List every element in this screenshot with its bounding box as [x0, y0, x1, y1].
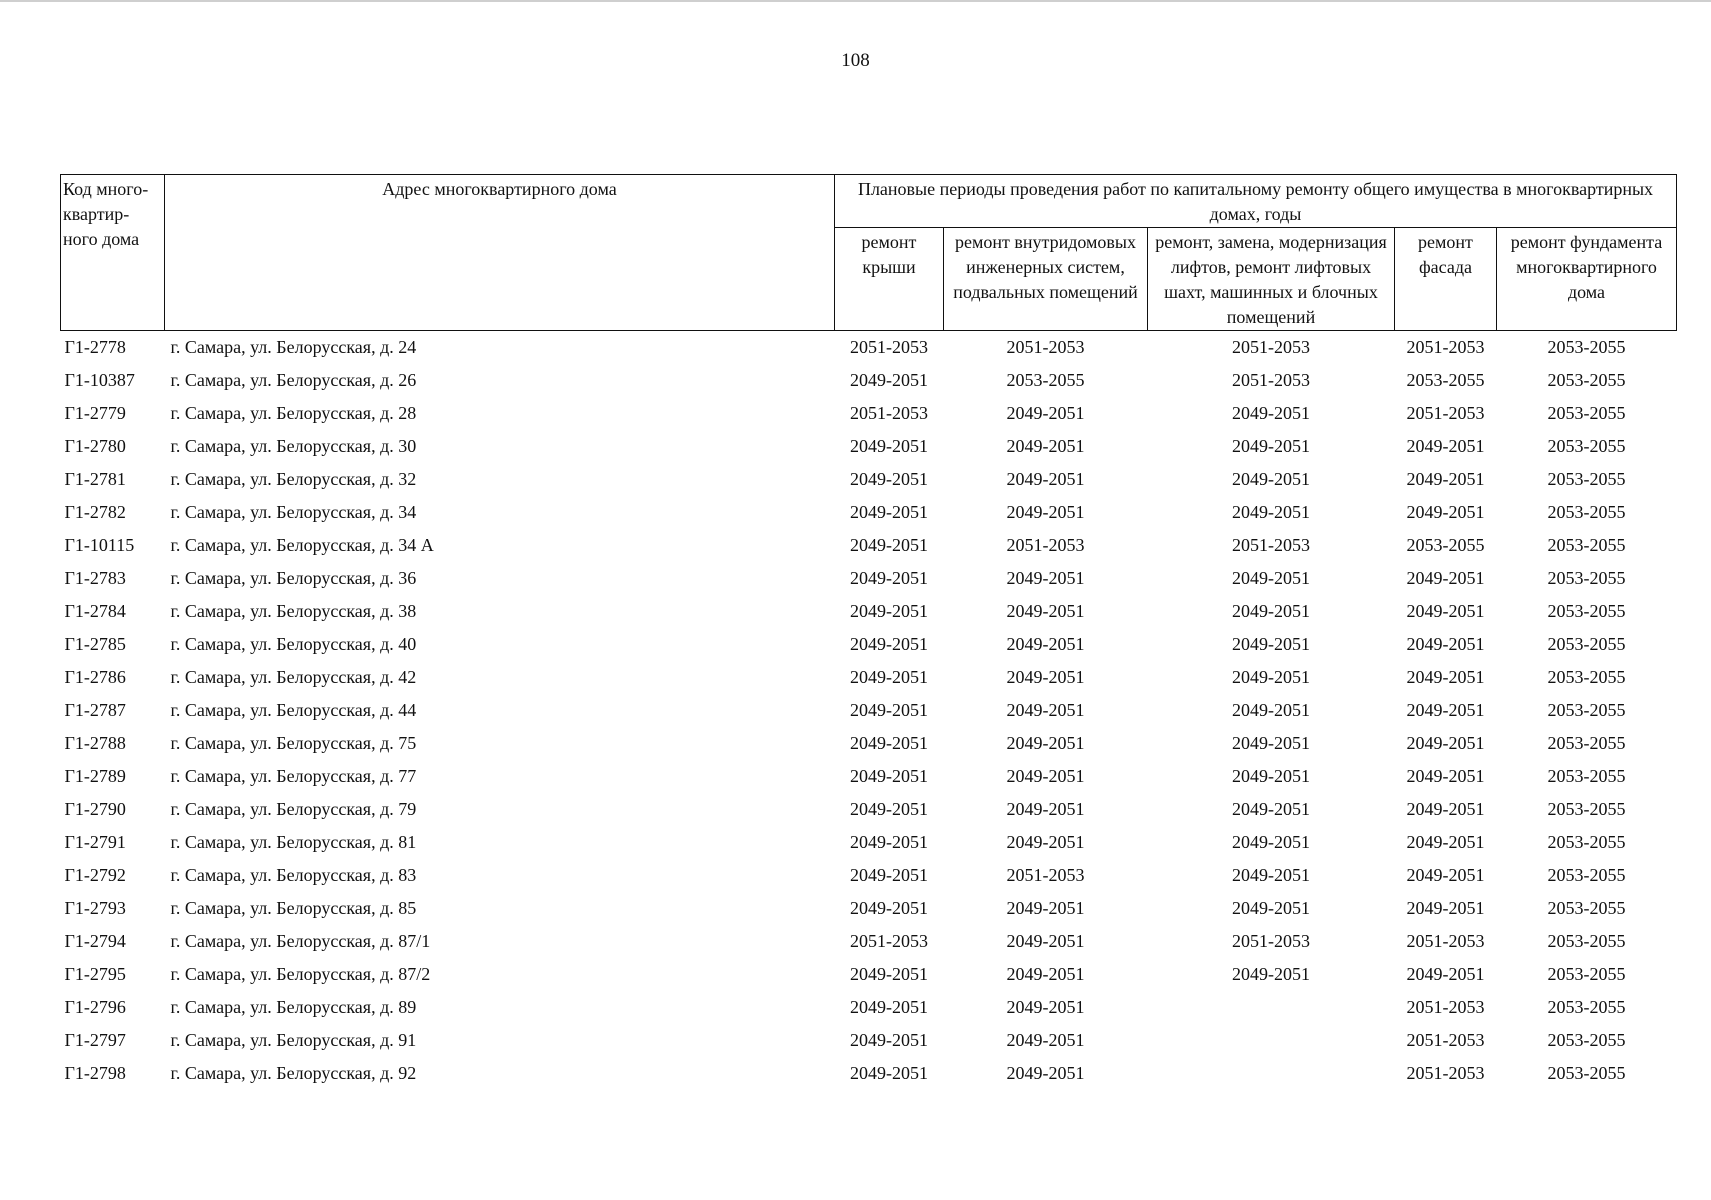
cell-roof-period: 2051-2053	[850, 403, 928, 423]
cell-code: Г1-2779	[64, 403, 126, 423]
scan-top-edge	[0, 0, 1711, 2]
header-periods: Плановые периоды проведения работ по капитальному ремонту общего имущества в многоквартирных домах, годы	[835, 175, 1677, 228]
cell-roof-period: 2049-2051	[850, 568, 928, 588]
cell-code: Г1-2789	[64, 766, 126, 786]
cell-code: Г1-10115	[64, 535, 135, 555]
cell-roof-period: 2049-2051	[850, 1063, 928, 1083]
cell-roof-period: 2049-2051	[850, 733, 928, 753]
cell-roof-period: 2049-2051	[850, 898, 928, 918]
cell-foundation-period: 2053-2055	[1547, 898, 1626, 918]
cell-address: г. Самара, ул. Белорусская, д. 32	[170, 469, 417, 489]
cell-address: г. Самара, ул. Белорусская, д. 89	[170, 997, 417, 1017]
table-row	[61, 694, 1677, 727]
cell-systems-period: 2051-2053	[1006, 337, 1085, 357]
cell-address: г. Самара, ул. Белорусская, д. 83	[170, 865, 417, 885]
cell-systems-period: 2049-2051	[1006, 436, 1085, 456]
table-row	[61, 925, 1677, 958]
cell-foundation-period: 2053-2055	[1547, 799, 1626, 819]
cell-address: г. Самара, ул. Белорусская, д. 87/2	[170, 964, 431, 984]
cell-code: Г1-2797	[64, 1030, 126, 1050]
header-roof: ремонт крыши	[835, 228, 944, 331]
cell-systems-period: 2049-2051	[1006, 997, 1085, 1017]
table-body	[61, 331, 1677, 1091]
cell-foundation-period: 2053-2055	[1547, 370, 1626, 390]
cell-roof-period: 2049-2051	[850, 766, 928, 786]
cell-roof-period: 2051-2053	[850, 931, 928, 951]
cell-address: г. Самара, ул. Белорусская, д. 81	[170, 832, 417, 852]
cell-facade-period: 2049-2051	[1406, 667, 1485, 687]
table-row	[61, 529, 1677, 562]
cell-address: г. Самара, ул. Белорусская, д. 75	[170, 733, 417, 753]
cell-lifts-period: 2049-2051	[1232, 799, 1310, 819]
cell-code: Г1-2782	[64, 502, 126, 522]
cell-roof-period: 2049-2051	[850, 1030, 928, 1050]
cell-facade-period: 2049-2051	[1406, 700, 1485, 720]
cell-address: г. Самара, ул. Белорусская, д. 30	[170, 436, 417, 456]
cell-foundation-period: 2053-2055	[1547, 766, 1626, 786]
cell-foundation-period: 2053-2055	[1547, 535, 1626, 555]
cell-code: Г1-2785	[64, 634, 126, 654]
cell-foundation-period: 2053-2055	[1547, 997, 1626, 1017]
cell-systems-period: 2049-2051	[1006, 667, 1085, 687]
cell-address: г. Самара, ул. Белорусская, д. 92	[170, 1063, 417, 1083]
table-row	[61, 496, 1677, 529]
table-row	[61, 430, 1677, 463]
cell-address: г. Самара, ул. Белорусская, д. 42	[170, 667, 417, 687]
table-row	[61, 727, 1677, 760]
cell-systems-period: 2049-2051	[1006, 1063, 1085, 1083]
cell-roof-period: 2049-2051	[850, 535, 928, 555]
cell-foundation-period: 2053-2055	[1547, 1063, 1626, 1083]
cell-systems-period: 2049-2051	[1006, 832, 1085, 852]
cell-facade-period: 2053-2055	[1406, 535, 1485, 555]
cell-lifts-period: 2049-2051	[1232, 403, 1310, 423]
cell-code: Г1-2781	[64, 469, 126, 489]
cell-facade-period: 2049-2051	[1406, 865, 1485, 885]
cell-code: Г1-2792	[64, 865, 126, 885]
cell-roof-period: 2051-2053	[850, 337, 928, 357]
header-code: Код много-квартир-ного дома	[61, 175, 165, 331]
table-row	[61, 1024, 1677, 1057]
cell-foundation-period: 2053-2055	[1547, 601, 1626, 621]
cell-systems-period: 2051-2053	[1006, 865, 1085, 885]
table-row	[61, 661, 1677, 694]
cell-address: г. Самара, ул. Белорусская, д. 91	[170, 1030, 417, 1050]
header-address: Адрес многоквартирного дома	[165, 175, 835, 331]
cell-roof-period: 2049-2051	[850, 865, 928, 885]
repair-schedule-table	[60, 174, 1677, 1090]
cell-lifts-period: 2049-2051	[1232, 502, 1310, 522]
cell-facade-period: 2049-2051	[1406, 469, 1485, 489]
cell-lifts-period: 2049-2051	[1232, 865, 1310, 885]
cell-foundation-period: 2053-2055	[1547, 403, 1626, 423]
cell-systems-period: 2049-2051	[1006, 898, 1085, 918]
cell-systems-period: 2049-2051	[1006, 1030, 1085, 1050]
cell-facade-period: 2049-2051	[1406, 568, 1485, 588]
cell-address: г. Самара, ул. Белорусская, д. 36	[170, 568, 417, 588]
cell-facade-period: 2049-2051	[1406, 634, 1485, 654]
cell-facade-period: 2051-2053	[1406, 997, 1485, 1017]
cell-foundation-period: 2053-2055	[1547, 700, 1626, 720]
table-row	[61, 463, 1677, 496]
table-row	[61, 628, 1677, 661]
cell-foundation-period: 2053-2055	[1547, 634, 1626, 654]
cell-systems-period: 2049-2051	[1006, 700, 1085, 720]
table-row	[61, 991, 1677, 1024]
cell-lifts-period: 2049-2051	[1232, 700, 1310, 720]
cell-facade-period: 2049-2051	[1406, 964, 1485, 984]
cell-lifts-period: 2049-2051	[1232, 667, 1310, 687]
cell-systems-period: 2049-2051	[1006, 766, 1085, 786]
cell-foundation-period: 2053-2055	[1547, 667, 1626, 687]
cell-roof-period: 2049-2051	[850, 436, 928, 456]
cell-systems-period: 2049-2051	[1006, 931, 1085, 951]
cell-address: г. Самара, ул. Белорусская, д. 79	[170, 799, 417, 819]
cell-facade-period: 2053-2055	[1406, 370, 1485, 390]
cell-address: г. Самара, ул. Белорусская, д. 34	[170, 502, 417, 522]
table-header	[61, 175, 1677, 331]
cell-facade-period: 2049-2051	[1406, 898, 1485, 918]
cell-code: Г1-2790	[64, 799, 126, 819]
cell-facade-period: 2051-2053	[1406, 403, 1485, 423]
cell-facade-period: 2049-2051	[1406, 436, 1485, 456]
cell-roof-period: 2049-2051	[850, 997, 928, 1017]
cell-foundation-period: 2053-2055	[1547, 436, 1626, 456]
cell-roof-period: 2049-2051	[850, 700, 928, 720]
cell-address: г. Самара, ул. Белорусская, д. 24	[170, 337, 417, 357]
page-number: 108	[841, 50, 870, 71]
cell-facade-period: 2049-2051	[1406, 502, 1485, 522]
cell-roof-period: 2049-2051	[850, 469, 928, 489]
cell-lifts-period	[1148, 1024, 1395, 1057]
cell-roof-period: 2049-2051	[850, 601, 928, 621]
cell-address: г. Самара, ул. Белорусская, д. 28	[170, 403, 417, 423]
cell-foundation-period: 2053-2055	[1547, 931, 1626, 951]
header-systems: ремонт внутридомовых инженерных систем, подвальных помещений	[944, 228, 1148, 331]
cell-facade-period: 2049-2051	[1406, 832, 1485, 852]
cell-systems-period: 2049-2051	[1006, 601, 1085, 621]
cell-code: Г1-2787	[64, 700, 126, 720]
cell-foundation-period: 2053-2055	[1547, 865, 1626, 885]
cell-facade-period: 2049-2051	[1406, 733, 1485, 753]
cell-foundation-period: 2053-2055	[1547, 832, 1626, 852]
cell-code: Г1-2778	[64, 337, 126, 357]
header-lifts: ремонт, замена, модернизация лифтов, ремонт лифтовых шахт, машинных и блочных помещений	[1148, 228, 1395, 331]
cell-systems-period: 2049-2051	[1006, 634, 1085, 654]
cell-code: Г1-2796	[64, 997, 126, 1017]
cell-code: Г1-2798	[64, 1063, 126, 1083]
table-row	[61, 760, 1677, 793]
cell-systems-period: 2049-2051	[1006, 799, 1085, 819]
cell-code: Г1-10387	[64, 370, 135, 390]
cell-systems-period: 2049-2051	[1006, 568, 1085, 588]
cell-lifts-period: 2051-2053	[1232, 535, 1310, 555]
table-row	[61, 958, 1677, 991]
cell-code: Г1-2788	[64, 733, 126, 753]
cell-address: г. Самара, ул. Белорусская, д. 44	[170, 700, 417, 720]
cell-code: Г1-2784	[64, 601, 126, 621]
cell-systems-period: 2053-2055	[1006, 370, 1085, 390]
cell-code: Г1-2786	[64, 667, 126, 687]
cell-lifts-period: 2051-2053	[1232, 931, 1310, 951]
cell-foundation-period: 2053-2055	[1547, 964, 1626, 984]
cell-lifts-period	[1148, 1057, 1395, 1090]
cell-lifts-period	[1148, 991, 1395, 1024]
cell-systems-period: 2051-2053	[1006, 535, 1085, 555]
cell-code: Г1-2795	[64, 964, 126, 984]
table-row	[61, 364, 1677, 397]
table-row	[61, 331, 1677, 365]
cell-foundation-period: 2053-2055	[1547, 1030, 1626, 1050]
cell-code: Г1-2793	[64, 898, 126, 918]
cell-facade-period: 2051-2053	[1406, 1063, 1485, 1083]
cell-lifts-period: 2051-2053	[1232, 370, 1310, 390]
cell-systems-period: 2049-2051	[1006, 964, 1085, 984]
cell-address: г. Самара, ул. Белорусская, д. 77	[170, 766, 417, 786]
table-row	[61, 1057, 1677, 1090]
cell-roof-period: 2049-2051	[850, 799, 928, 819]
cell-address: г. Самара, ул. Белорусская, д. 38	[170, 601, 417, 621]
cell-foundation-period: 2053-2055	[1547, 568, 1626, 588]
cell-address: г. Самара, ул. Белорусская, д. 40	[170, 634, 417, 654]
cell-roof-period: 2049-2051	[850, 832, 928, 852]
cell-facade-period: 2051-2053	[1406, 337, 1485, 357]
cell-code: Г1-2780	[64, 436, 126, 456]
header-facade: ремонт фасада	[1395, 228, 1497, 331]
cell-address: г. Самара, ул. Белорусская, д. 26	[170, 370, 417, 390]
cell-code: Г1-2783	[64, 568, 126, 588]
cell-lifts-period: 2051-2053	[1232, 337, 1310, 357]
cell-code: Г1-2791	[64, 832, 126, 852]
cell-facade-period: 2049-2051	[1406, 799, 1485, 819]
cell-lifts-period: 2049-2051	[1232, 733, 1310, 753]
cell-code: Г1-2794	[64, 931, 126, 951]
table-row	[61, 397, 1677, 430]
cell-systems-period: 2049-2051	[1006, 733, 1085, 753]
cell-foundation-period: 2053-2055	[1547, 733, 1626, 753]
cell-lifts-period: 2049-2051	[1232, 964, 1310, 984]
cell-roof-period: 2049-2051	[850, 370, 928, 390]
cell-facade-period: 2051-2053	[1406, 1030, 1485, 1050]
cell-facade-period: 2049-2051	[1406, 766, 1485, 786]
cell-systems-period: 2049-2051	[1006, 502, 1085, 522]
cell-lifts-period: 2049-2051	[1232, 634, 1310, 654]
cell-facade-period: 2051-2053	[1406, 931, 1485, 951]
cell-roof-period: 2049-2051	[850, 667, 928, 687]
table-row	[61, 595, 1677, 628]
table-row	[61, 826, 1677, 859]
cell-foundation-period: 2053-2055	[1547, 502, 1626, 522]
cell-roof-period: 2049-2051	[850, 502, 928, 522]
table-row	[61, 892, 1677, 925]
cell-lifts-period: 2049-2051	[1232, 469, 1310, 489]
cell-lifts-period: 2049-2051	[1232, 601, 1310, 621]
cell-address: г. Самара, ул. Белорусская, д. 85	[170, 898, 417, 918]
cell-foundation-period: 2053-2055	[1547, 469, 1626, 489]
cell-address: г. Самара, ул. Белорусская, д. 87/1	[170, 931, 431, 951]
cell-lifts-period: 2049-2051	[1232, 436, 1310, 456]
table-row	[61, 793, 1677, 826]
cell-address: г. Самара, ул. Белорусская, д. 34 А	[170, 535, 434, 555]
cell-roof-period: 2049-2051	[850, 964, 928, 984]
cell-lifts-period: 2049-2051	[1232, 766, 1310, 786]
table-row	[61, 562, 1677, 595]
cell-facade-period: 2049-2051	[1406, 601, 1485, 621]
cell-lifts-period: 2049-2051	[1232, 568, 1310, 588]
header-foundation: ремонт фундамента многоквартирного дома	[1497, 228, 1677, 331]
table-row	[61, 859, 1677, 892]
cell-systems-period: 2049-2051	[1006, 403, 1085, 423]
cell-roof-period: 2049-2051	[850, 634, 928, 654]
cell-systems-period: 2049-2051	[1006, 469, 1085, 489]
cell-lifts-period: 2049-2051	[1232, 898, 1310, 918]
cell-lifts-period: 2049-2051	[1232, 832, 1310, 852]
cell-foundation-period: 2053-2055	[1547, 337, 1626, 357]
